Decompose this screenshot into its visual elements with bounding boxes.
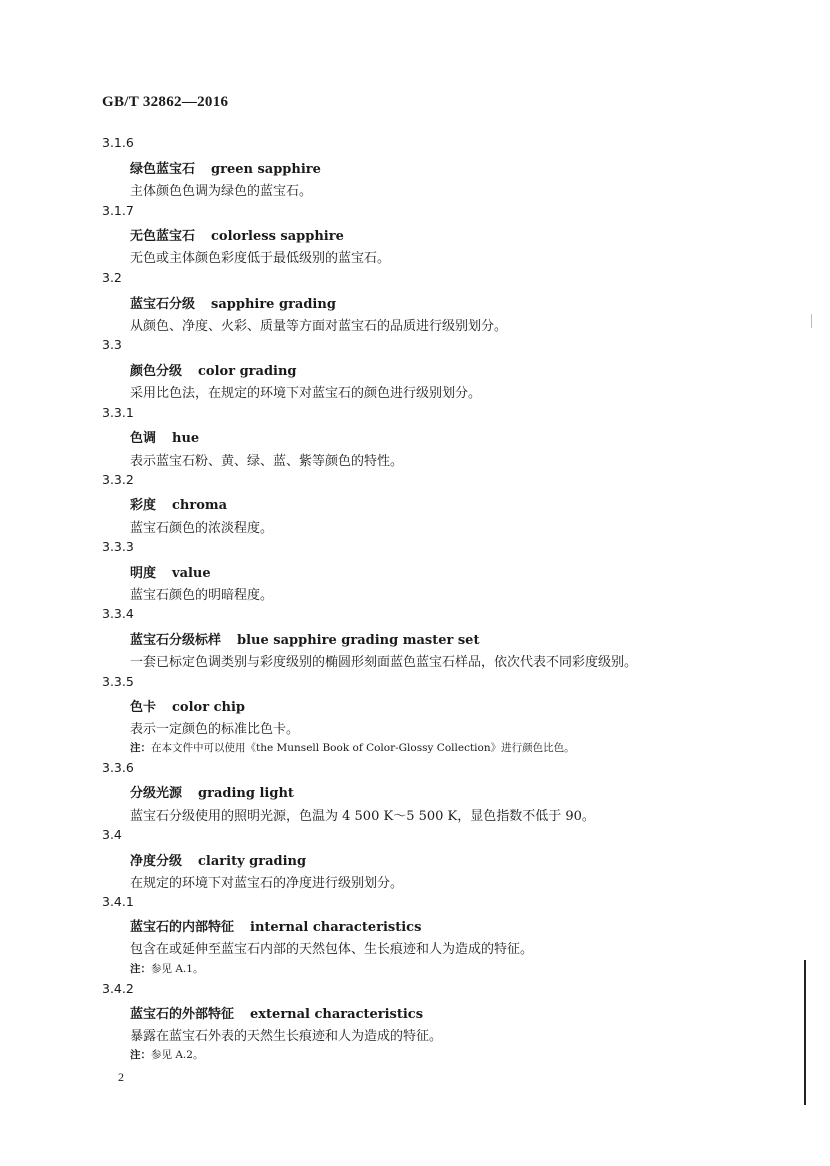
section-number: 3.4.1 bbox=[102, 894, 134, 909]
term-zh: 蓝宝石的内部特征 bbox=[130, 920, 235, 935]
term-zh: 蓝宝石分级 bbox=[130, 297, 196, 312]
term-note bbox=[130, 740, 575, 755]
section-number: 3.1.6 bbox=[102, 135, 134, 150]
term-zh: 蓝宝石分级标样 bbox=[130, 633, 222, 648]
term-note bbox=[130, 961, 203, 976]
term-en: chroma bbox=[172, 498, 228, 513]
term-definition: 表示蓝宝石粉、黄、绿、蓝、紫等颜色的特性。 bbox=[130, 454, 404, 469]
term-heading bbox=[130, 850, 306, 869]
scan-edge-line bbox=[804, 960, 806, 1105]
section-number: 3.3.2 bbox=[102, 472, 134, 487]
term-heading bbox=[130, 360, 297, 379]
note-label: 注： bbox=[130, 963, 151, 975]
term-en: color chip bbox=[172, 700, 245, 715]
term-en: grading light bbox=[198, 786, 294, 801]
term-definition: 一套已标定色调类别与彩度级别的椭圆形刻面蓝色蓝宝石样品，依次代表不同彩度级别。 bbox=[130, 655, 638, 670]
term-heading bbox=[130, 494, 227, 513]
term-en: external characteristics bbox=[250, 1007, 424, 1022]
term-zh: 分级光源 bbox=[130, 786, 183, 801]
term-definition: 蓝宝石颜色的明暗程度。 bbox=[130, 588, 274, 603]
term-definition: 暴露在蓝宝石外表的天然生长痕迹和人为造成的特征。 bbox=[130, 1029, 443, 1044]
section-number: 3.4 bbox=[102, 827, 122, 842]
section-number: 3.3.3 bbox=[102, 539, 134, 554]
note-label: 注： bbox=[130, 1049, 151, 1061]
term-heading bbox=[130, 696, 245, 715]
term-zh: 无色蓝宝石 bbox=[130, 229, 196, 244]
section-number: 3.3.6 bbox=[102, 760, 134, 775]
term-heading bbox=[130, 562, 211, 581]
term-zh: 色卡 bbox=[130, 700, 157, 715]
section-number: 3.3.1 bbox=[102, 405, 134, 420]
term-en: value bbox=[172, 566, 211, 581]
term-heading bbox=[130, 629, 479, 648]
term-definition: 无色或主体颜色彩度低于最低级别的蓝宝石。 bbox=[130, 251, 391, 266]
note-text: 参见 A.1。 bbox=[151, 963, 204, 975]
term-definition: 表示一定颜色的标准比色卡。 bbox=[130, 722, 300, 737]
term-en: blue sapphire grading master set bbox=[237, 633, 480, 648]
term-heading bbox=[130, 293, 336, 312]
term-heading bbox=[130, 916, 421, 935]
term-heading bbox=[130, 427, 199, 446]
term-zh: 色调 bbox=[130, 431, 157, 446]
term-heading bbox=[130, 158, 321, 177]
term-en: color grading bbox=[198, 364, 297, 379]
term-en: green sapphire bbox=[211, 162, 321, 177]
document-header: GB/T 32862—2016 bbox=[102, 94, 229, 110]
note-text: 在本文件中可以使用《the Munsell Book of Color-Glossy Collection》进行颜色比色。 bbox=[151, 742, 575, 754]
note-label: 注： bbox=[130, 742, 151, 754]
term-en: hue bbox=[172, 431, 200, 446]
scan-edge-mark bbox=[811, 314, 812, 328]
term-en: internal characteristics bbox=[250, 920, 422, 935]
term-heading bbox=[130, 225, 344, 244]
section-number: 3.4.2 bbox=[102, 981, 134, 996]
term-en: colorless sapphire bbox=[211, 229, 344, 244]
term-en: sapphire grading bbox=[211, 297, 336, 312]
term-zh: 净度分级 bbox=[130, 854, 183, 869]
section-number: 3.2 bbox=[102, 270, 122, 285]
term-definition: 蓝宝石颜色的浓淡程度。 bbox=[130, 521, 274, 536]
term-definition: 在规定的环境下对蓝宝石的净度进行级别划分。 bbox=[130, 876, 404, 891]
section-number: 3.3 bbox=[102, 337, 122, 352]
note-text: 参见 A.2。 bbox=[151, 1049, 204, 1061]
term-definition: 包含在或延伸至蓝宝石内部的天然包体、生长痕迹和人为造成的特征。 bbox=[130, 942, 534, 957]
term-definition: 采用比色法，在规定的环境下对蓝宝石的颜色进行级别划分。 bbox=[130, 386, 482, 401]
term-zh: 颜色分级 bbox=[130, 364, 183, 379]
term-definition: 从颜色、净度、火彩、质量等方面对蓝宝石的品质进行级别划分。 bbox=[130, 319, 508, 334]
section-number: 3.1.7 bbox=[102, 203, 134, 218]
section-number: 3.3.4 bbox=[102, 606, 134, 621]
term-en: clarity grading bbox=[198, 854, 307, 869]
term-zh: 明度 bbox=[130, 566, 157, 581]
section-number: 3.3.5 bbox=[102, 674, 134, 689]
term-heading bbox=[130, 782, 294, 801]
term-definition: 主体颜色色调为绿色的蓝宝石。 bbox=[130, 184, 313, 199]
term-zh: 蓝宝石的外部特征 bbox=[130, 1007, 235, 1022]
term-zh: 绿色蓝宝石 bbox=[130, 162, 196, 177]
term-note bbox=[130, 1047, 203, 1062]
term-definition: 蓝宝石分级使用的照明光源，色温为 4 500 K～5 500 K，显色指数不低于 90。 bbox=[130, 809, 595, 824]
term-zh: 彩度 bbox=[130, 498, 157, 513]
term-heading bbox=[130, 1003, 423, 1022]
page-number: 2 bbox=[118, 1070, 124, 1084]
